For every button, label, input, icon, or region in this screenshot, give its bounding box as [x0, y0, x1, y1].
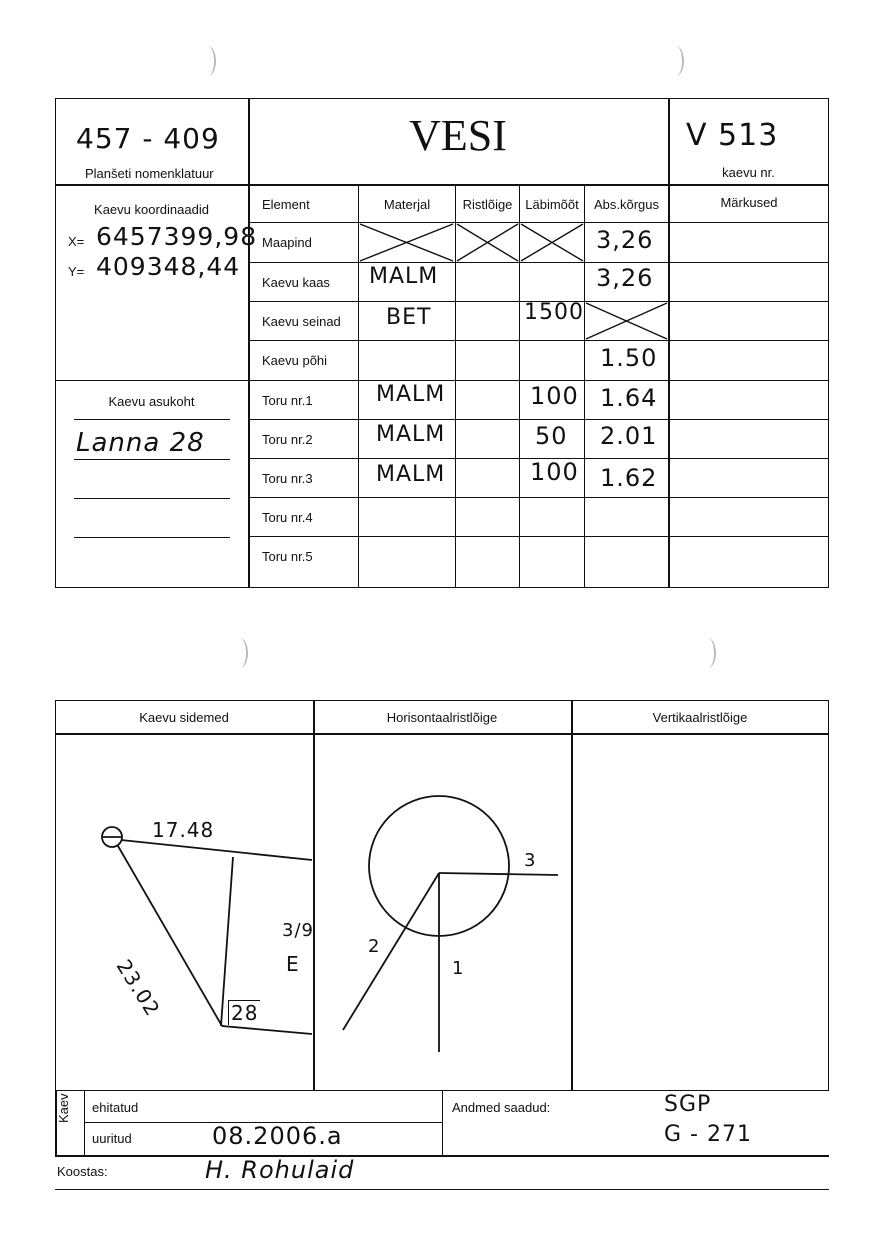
andmed-saadud-value: G - 271 [664, 1122, 752, 1147]
uuritud-value: 08.2006.a [212, 1122, 343, 1150]
col-header-abs-korgus: Abs.kõrgus [593, 196, 660, 212]
andmed-saadud-label: Andmed saadud: [452, 1100, 551, 1115]
row-label: Toru nr.4 [262, 510, 313, 525]
col-header-labimoot: Läbimõõt [525, 196, 579, 212]
sketch-distance-diagonal: 23.02 [111, 955, 165, 1021]
row-label: Toru nr.2 [262, 432, 313, 447]
coords-label: Kaevu koordinaadid [94, 202, 209, 217]
punch-hole [232, 638, 248, 668]
page-title: VESI [409, 111, 507, 160]
labimoot-value: 50 [535, 422, 568, 450]
kaev-label: Kaev [56, 1093, 71, 1123]
sketch-house-side-number: 3/9 [282, 920, 314, 941]
col-header-markused: Märkused [720, 194, 778, 210]
vertikaal-header: Vertikaalristlõige [652, 710, 748, 725]
row-label: Maapind [262, 235, 312, 250]
andmed-saadud-value: SGP [664, 1092, 712, 1117]
sketch-house-number: 28 [228, 1000, 260, 1025]
x-coordinate-value: 6457399,98 [96, 222, 258, 251]
abs-korgus-value: 3,26 [596, 226, 654, 254]
sketch-distance-top: 17.48 [152, 818, 215, 842]
pipe-label-2: 2 [368, 936, 381, 957]
punch-hole [700, 638, 716, 668]
abs-korgus-value: 3,26 [596, 264, 654, 292]
materjal-value: MALM [369, 264, 439, 289]
materjal-value: MALM [376, 422, 446, 447]
y-label: Y= [68, 264, 85, 279]
x-label: X= [68, 234, 85, 249]
labimoot-value: 100 [530, 382, 579, 410]
materjal-value: BET [386, 305, 432, 330]
col-header-ristloige: Ristlõige [462, 196, 513, 212]
punch-hole [200, 46, 216, 76]
well-number-label: kaevu nr. [722, 165, 775, 180]
row-label: Toru nr.5 [262, 549, 313, 564]
pipe-label-3: 3 [524, 850, 537, 871]
ehitatud-label: ehitatud [92, 1100, 139, 1115]
sketch-side-letter: E [286, 952, 300, 976]
abs-korgus-value: 1.64 [600, 384, 658, 412]
well-number-value: V 513 [686, 118, 779, 153]
punch-hole [668, 46, 684, 76]
abs-korgus-value: 1.62 [600, 464, 658, 492]
pipe-label-1: 1 [452, 958, 465, 979]
horisontaal-header: Horisontaalristlõige [386, 710, 498, 725]
location-value: Lanna 28 [76, 428, 205, 458]
nomenclature-value: 457 - 409 [76, 122, 220, 155]
materjal-value: MALM [376, 382, 446, 407]
location-label: Kaevu asukoht [108, 394, 195, 409]
col-header-materjal: Materjal [383, 196, 431, 212]
y-coordinate-value: 409348,44 [96, 252, 241, 281]
col-header-element: Element [262, 196, 310, 212]
uuritud-label: uuritud [92, 1131, 132, 1146]
row-label: Kaevu põhi [262, 353, 328, 368]
sidemed-header: Kaevu sidemed [139, 710, 229, 725]
row-label: Kaevu seinad [262, 314, 341, 329]
row-label: Kaevu kaas [262, 275, 330, 290]
nomenclature-label: Planšeti nomenklatuur [85, 166, 214, 181]
abs-korgus-value: 1.50 [600, 344, 658, 372]
materjal-value: MALM [376, 462, 446, 487]
koostas-value: H. Rohulaid [205, 1156, 355, 1184]
labimoot-value: 1500 [524, 300, 584, 325]
labimoot-value: 100 [530, 458, 579, 486]
abs-korgus-value: 2.01 [600, 422, 658, 450]
koostas-label: Koostas: [57, 1164, 108, 1179]
row-label: Toru nr.3 [262, 471, 313, 486]
row-label: Toru nr.1 [262, 393, 313, 408]
